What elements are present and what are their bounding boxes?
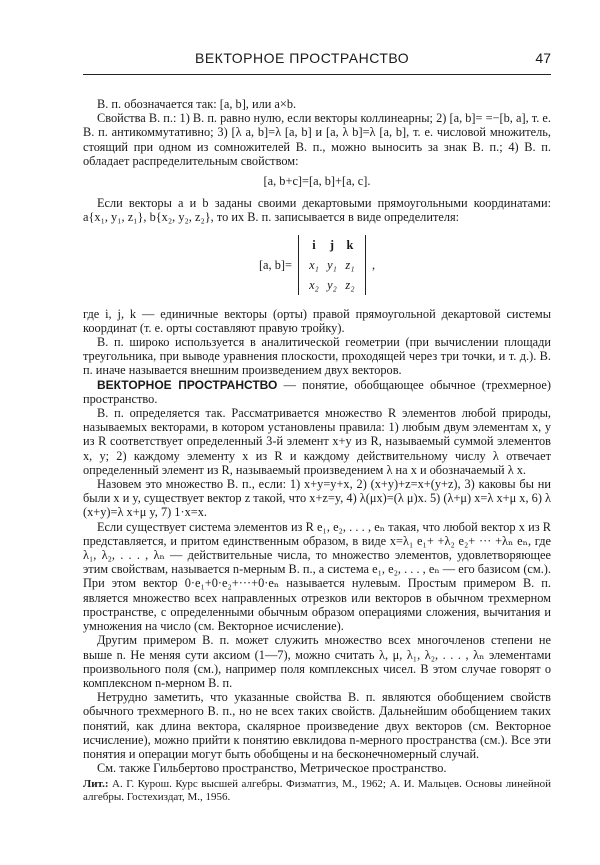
paragraph-polynomials: Другим примером В. п. может служить множество всех многочленов степени не выше n. Не меняя сути аксиом (1—7), можно считать λ, μ, λ₁, λ₂, . . . , λₙ элементами произвольного поля (см.), например поля комплексных чисел. В этом случае говорят о комплексном n-мерном В. п. [83,633,551,690]
det-cell: z₂ [345,277,355,292]
paragraph-basis: Если существует система элементов из R e₁, e₂, . . . , eₙ такая, что любой вектор x из R представляется, и притом единственным образом, в виде x=λ₁ e₁+ +λ₂ e₂+ ··· +λₙ eₙ, где λ₁, λ₂, . . . , λₙ — действительные числа, то множество элементов, удовлетворяющее этим свойствам, называется n-мерным В. п., а система e₁, e₂, . . . , eₙ — его базисом (см.). При этом вектор 0·e₁+0·e₂+···+0·eₙ называется нулевым. Простым примером В. п. является множество всех направленных отрезков или векторов в обычном трехмерном пространстве, с определенными обычным образом операциями сложения, вычитания и умножения на число (см. Векторное исчисление). [83,519,551,634]
article-body [83,97,551,804]
det-cell: k [346,237,354,252]
paragraph-unit-vectors: где i, j, k — единичные векторы (орты) правой прямоугольной декартовой системы координат (т. е. орты составляют правую тройку). [83,306,551,335]
paragraph-usage: В. п. широко используется в аналитической геометрии (при вычислении площади треугольника, при выводе уравнения плоскости, проходящей через три точки, и т. д.). В. п. иначе называется внешним произведением двух векторов. [83,335,551,378]
paragraph-see-also: См. также Гильбертово пространство, Метрическое пространство. [97,761,447,776]
determinant-formula [83,233,551,297]
det-cell: x₁ [309,257,319,272]
det-cell: i [312,237,316,252]
paragraph-properties: Свойства В. п.: 1) В. п. равно нулю, если векторы коллинеарны; 2) [a, b]= =−[b, a], т. е. В. п. антикоммутативно; 3) [λ a, b]=λ [a, b] и [a, λ b]=λ [a, b], т. е. числовой множитель, стоящий при одном из сомножителей В. п., можно выносить за знак В. п.; 4) В. п. обладает распределительным свойством: [83,111,551,168]
det-cell: z₁ [345,257,355,272]
header-title: ВЕКТОРНОЕ ПРОСТРАНСТВО [195,50,410,66]
references-text: А. Г. Курош. Курс высшей алгебры. Физматгиз, М., 1962; А. И. Мальцев. Основы линейной алгебры. Гостехиздат, М., 1956. [83,778,551,804]
entry-term: ВЕКТОРНОЕ ПРОСТРАНСТВО [97,377,278,392]
header-rule [83,74,551,75]
references [83,778,551,804]
page-number: 47 [535,50,551,66]
paragraph-axioms: Назовем это множество В. п., если: 1) x+y=y+x, 2) (x+y)+z=x+(y+z), 3) каковы бы ни были x и y, существует вектор z такой, что x+z=y, 4) λ(μx)=(λ μ)x. 5) (λ+μ) x=λ x+μ x, 6) λ (x+y)=λ x+μ y, 7) 1·x=x. [83,477,551,520]
formula-distributive: [a, b+c]=[a, b]+[a, c]. [263,174,371,189]
det-cell: x₂ [309,277,319,292]
det-cell: y₁ [327,257,337,272]
determinant-tail: , [371,257,376,272]
paragraph-coordinates: Если векторы a и b заданы своими декартовыми прямоугольными координатами: a{x₁, y₁, z₁}, b{x₂, y₂, z₂}, то их В. п. записывается в виде определителя: [83,196,551,225]
references-label: Лит.: [83,778,109,791]
entry-definition: — понятие, обобщающее обычное (трехмерное) пространство. [83,377,551,406]
determinant-matrix [298,235,366,295]
paragraph-vector-space-entry [83,378,551,406]
paragraph-generalization: Нетрудно заметить, что указанные свойства В. п. являются обобщением свойств обычного трехмерного В. п., но не всех таких свойств. Дальнейшим обобщением таких понятий, как длина вектора, скалярное произведение двух векторов (см. Векторное исчисление), можно прийти к понятию евклидова n-мерного пространства (см.). Все эти понятия и операции могут быть обобщены и на бесконечномерный случай. [83,690,551,761]
det-cell: y₂ [327,277,337,292]
det-cell: j [329,237,335,252]
paragraph-definition: В. п. определяется так. Рассматривается множество R элементов любой природы, называемых векторами, в котором установлены правила: 1) любым двум элементам x, y из R соответствует определенный 3-й элемент x+y из R, называемый суммой элементов x, y; 2) каждому элементу x из R и каждому действительному числу λ отвечает определенный элемент из R, называемый произведением λ на x и обозначаемый λ x. [83,406,551,477]
paragraph-notation: В. п. обозначается так: [a, b], или a×b. [97,97,297,111]
running-header [83,50,551,68]
determinant-lhs: [a, b]= [258,257,292,272]
